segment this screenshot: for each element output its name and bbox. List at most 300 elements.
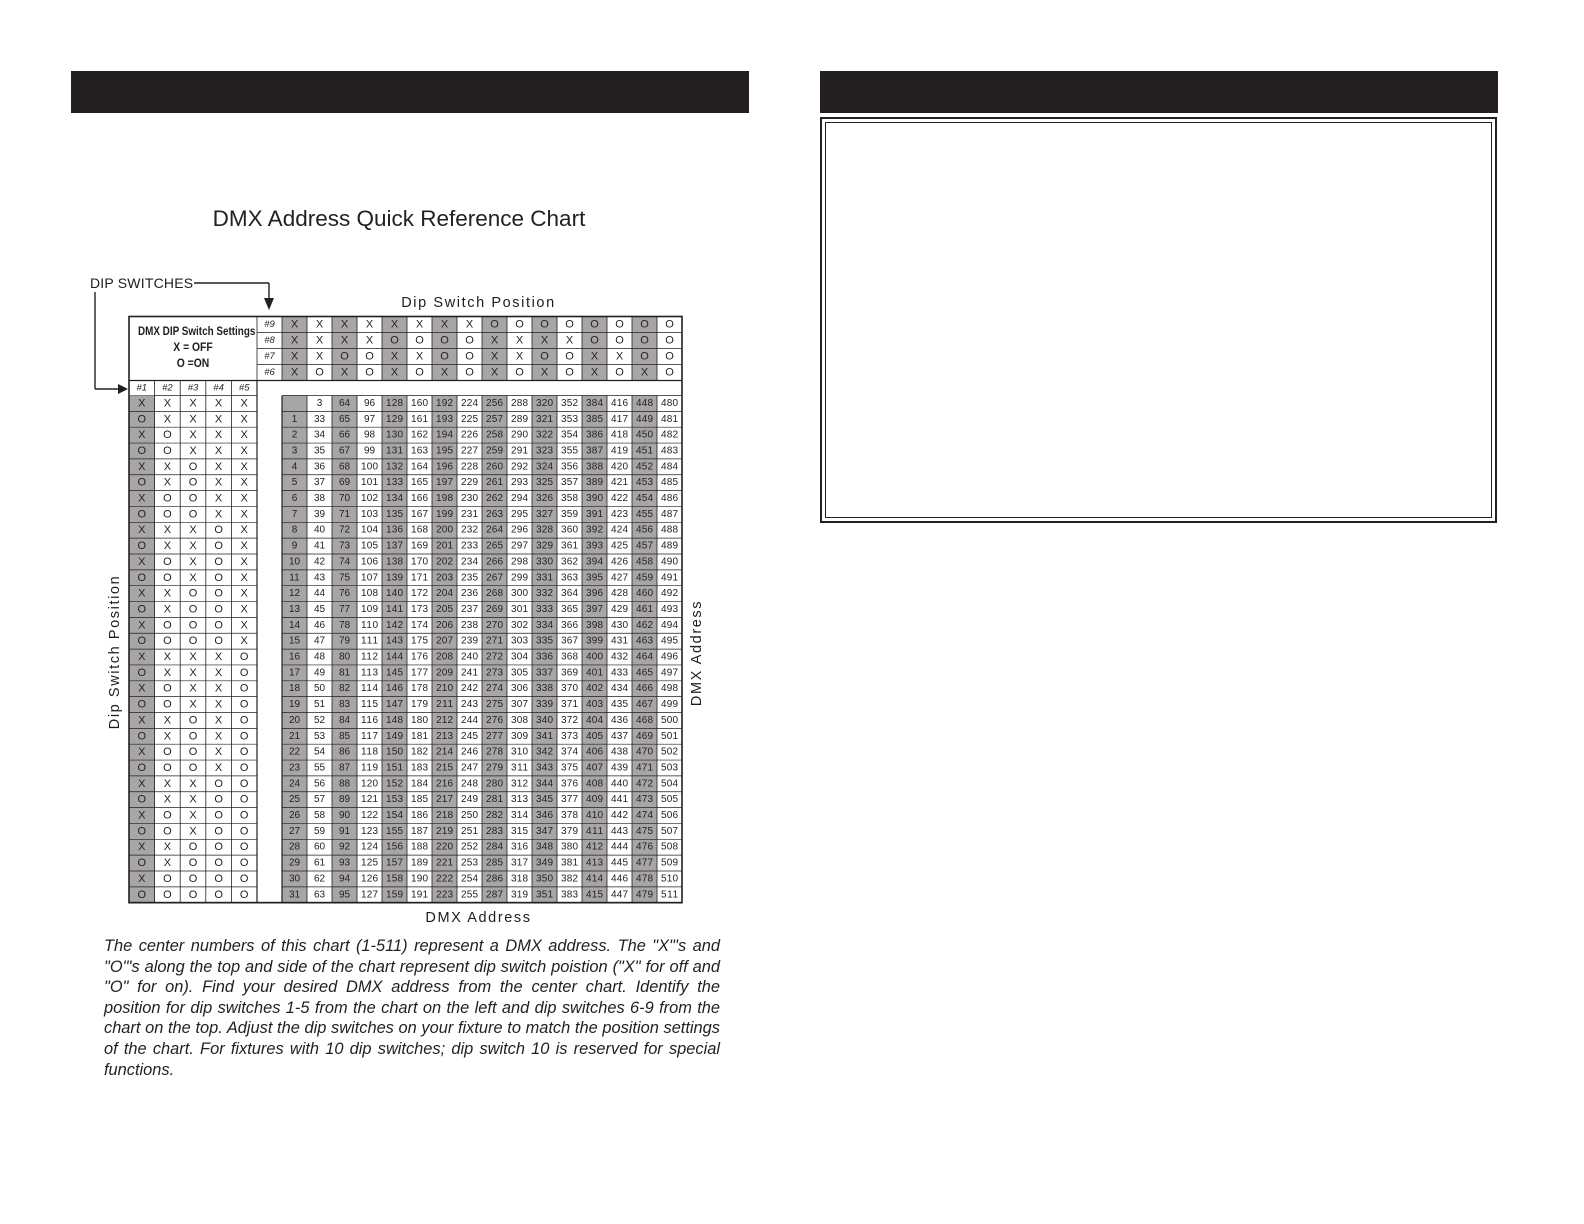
dmx-address-cell: 79 (338, 635, 351, 647)
dmx-address-cell: 152 (386, 778, 403, 790)
top-switch-setting: X (540, 366, 549, 379)
dmx-address-cell: 94 (338, 873, 351, 885)
dmx-address-cell: 317 (511, 857, 528, 869)
dmx-address-cell: 106 (361, 556, 378, 568)
dmx-address-cell: 403 (586, 699, 603, 711)
dmx-address-cell: 456 (636, 524, 653, 536)
dmx-address-cell: 15 (288, 635, 301, 647)
dmx-address-cell: 321 (536, 413, 553, 425)
dmx-address-cell: 451 (636, 445, 653, 457)
left-switch-setting: O (188, 508, 198, 521)
dmx-address-cell: 468 (636, 714, 653, 726)
dmx-address-cell: 18 (288, 683, 301, 695)
dmx-address-cell: 382 (561, 873, 578, 885)
dmx-address-cell: 235 (461, 572, 478, 584)
top-switch-setting: O (365, 366, 374, 379)
left-switch-setting: O (188, 492, 198, 505)
left-switch-setting: O (137, 508, 147, 521)
dmx-address-cell: 22 (288, 746, 301, 758)
dmx-address-cell: 494 (661, 619, 678, 631)
dmx-address-cell: 452 (636, 461, 653, 473)
dmx-address-cell: 52 (313, 714, 326, 726)
dmx-address-cell: 158 (386, 873, 403, 885)
dmx-address-cell: 477 (636, 857, 653, 869)
dmx-address-cell: 44 (313, 588, 326, 600)
dmx-address-cell: 329 (536, 540, 553, 552)
dmx-address-cell: 370 (561, 683, 578, 695)
top-switch-label: #9 (264, 319, 275, 330)
top-axis-label: Dip Switch Position (401, 295, 556, 311)
dmx-address-cell: 62 (313, 873, 326, 885)
top-switch-setting: X (615, 350, 624, 363)
dmx-address-cell: 327 (536, 508, 553, 520)
left-switch-setting: X (163, 540, 172, 553)
top-switch-setting: X (515, 334, 524, 347)
dmx-address-cell: 66 (338, 429, 351, 441)
dmx-address-cell: 471 (636, 762, 653, 774)
left-switch-setting: X (189, 429, 197, 442)
dmx-address-cell: 39 (313, 508, 326, 520)
left-switch-setting: O (188, 476, 198, 489)
dmx-address-cell: 378 (561, 810, 578, 822)
left-switch-setting: X (189, 571, 197, 584)
left-switch-setting: X (189, 793, 197, 806)
dmx-address-cell: 433 (611, 667, 628, 679)
dmx-address-cell: 445 (611, 857, 628, 869)
top-switch-setting: X (590, 366, 599, 379)
dmx-address-cell: 6 (291, 493, 298, 505)
dmx-address-cell: 493 (661, 603, 678, 615)
dmx-address-cell: 137 (386, 540, 403, 552)
left-switch-setting: X (163, 460, 172, 473)
dmx-address-cell: 222 (436, 873, 453, 885)
legend-on: O =ON (176, 358, 210, 370)
dmx-address-cell: 108 (361, 588, 378, 600)
dmx-address-cell: 280 (486, 778, 503, 790)
dmx-address-cell: 328 (536, 524, 553, 536)
dmx-address-cell: 146 (386, 683, 403, 695)
left-switch-setting: O (163, 872, 172, 885)
top-switch-setting: O (665, 366, 674, 379)
dmx-address-cell: 236 (461, 588, 478, 600)
dmx-address-cell: 271 (486, 635, 503, 647)
dmx-address-cell: 69 (338, 477, 351, 489)
dmx-address-cell: 3 (291, 445, 298, 457)
dmx-address-cell: 7 (291, 508, 298, 520)
top-switch-setting: X (315, 350, 324, 363)
dmx-address-cell: 35 (313, 445, 326, 457)
dmx-address-cell: 364 (561, 588, 578, 600)
dmx-address-cell: 13 (288, 603, 301, 615)
dmx-address-cell: 462 (636, 619, 653, 631)
dmx-address-cell: 157 (386, 857, 403, 869)
dmx-address-cell: 64 (338, 397, 351, 409)
dmx-address-cell: 286 (486, 873, 503, 885)
left-switch-setting: X (189, 540, 197, 553)
dmx-address-cell: 369 (561, 667, 578, 679)
dmx-address-cell: 446 (611, 873, 628, 885)
dmx-address-cell: 350 (536, 873, 553, 885)
left-switch-setting: O (239, 809, 249, 822)
dmx-address-cell: 441 (611, 794, 628, 806)
dmx-address-cell: 323 (536, 445, 553, 457)
dmx-address-cell: 275 (486, 699, 503, 711)
dmx-address-cell: 186 (411, 810, 428, 822)
dmx-address-cell: 162 (411, 429, 428, 441)
dmx-address-cell: 442 (611, 810, 628, 822)
dmx-address-cell: 25 (288, 794, 301, 806)
left-switch-setting: O (137, 603, 147, 616)
dmx-address-cell: 238 (461, 619, 478, 631)
dmx-address-cell: 455 (636, 508, 653, 520)
left-switch-setting: X (240, 429, 248, 442)
dmx-address-cell: 496 (661, 651, 678, 663)
dmx-address-cell: 229 (461, 477, 478, 489)
dmx-address-cell: 435 (611, 699, 628, 711)
dmx-address-cell: 47 (313, 635, 326, 647)
dmx-address-cell: 361 (561, 540, 578, 552)
dmx-address-cell: 326 (536, 493, 553, 505)
dmx-address-cell: 405 (586, 730, 603, 742)
dmx-address-cell: 291 (511, 445, 528, 457)
dmx-address-cell: 113 (361, 667, 378, 679)
left-switch-setting: O (137, 413, 147, 426)
dmx-address-cell: 303 (511, 635, 528, 647)
dmx-address-cell: 112 (361, 651, 378, 663)
dmx-address-cell: 96 (363, 397, 376, 409)
dmx-address-cell: 107 (361, 572, 378, 584)
dmx-address-cell: 114 (361, 683, 378, 695)
dmx-address-cell: 163 (411, 445, 428, 457)
dmx-address-cell: 411 (586, 825, 603, 837)
dmx-address-cell: 269 (486, 603, 503, 615)
left-switch-setting: X (163, 841, 172, 854)
dmx-address-cell: 220 (436, 841, 453, 853)
dmx-address-cell: 482 (661, 429, 678, 441)
dmx-address-cell: 109 (361, 603, 378, 615)
dmx-address-cell: 75 (338, 572, 351, 584)
left-switch-setting: X (240, 635, 248, 648)
left-switch-setting: O (137, 825, 147, 838)
dmx-address-cell: 230 (461, 493, 478, 505)
dmx-address-cell: 306 (511, 683, 528, 695)
dmx-address-cell: 131 (386, 445, 403, 457)
dmx-address-cell: 510 (661, 873, 678, 885)
top-switch-setting: X (540, 334, 549, 347)
dmx-address-cell: 126 (361, 873, 378, 885)
dmx-address-cell: 489 (661, 540, 678, 552)
left-switch-setting: X (214, 397, 223, 410)
dmx-address-cell: 304 (511, 651, 528, 663)
left-switch-setting: X (240, 492, 248, 505)
dmx-address-cell: 376 (561, 778, 578, 790)
dmx-address-cell: 450 (636, 429, 653, 441)
dmx-address-cell: 419 (611, 445, 628, 457)
dmx-address-cell: 60 (313, 841, 326, 853)
dmx-address-cell: 390 (586, 493, 603, 505)
left-switch-setting: O (163, 746, 172, 759)
dmx-address-cell: 302 (511, 619, 528, 631)
left-switch-setting: X (240, 524, 248, 537)
dmx-address-cell: 316 (511, 841, 528, 853)
dmx-address-cell: 92 (338, 841, 351, 853)
left-switch-setting: X (214, 730, 223, 743)
dmx-address-cell: 472 (636, 778, 653, 790)
dmx-address-cell: 21 (288, 730, 301, 742)
dmx-address-cell: 185 (411, 794, 428, 806)
dmx-address-cell: 466 (636, 683, 653, 695)
dmx-address-cell: 165 (411, 477, 428, 489)
left-switch-setting: O (214, 825, 223, 838)
top-switch-setting: O (615, 366, 624, 379)
left-switch-setting: X (214, 413, 223, 426)
dmx-address-cell: 219 (436, 825, 453, 837)
left-switch-setting: X (214, 698, 223, 711)
dmx-address-cell: 436 (611, 714, 628, 726)
dmx-address-cell: 45 (313, 603, 326, 615)
dmx-address-cell: 110 (361, 619, 378, 631)
dmx-address-cell: 311 (511, 762, 528, 774)
left-switch-setting: O (137, 730, 147, 743)
left-switch-setting: O (163, 888, 172, 901)
dmx-address-cell: 500 (661, 714, 678, 726)
dmx-address-cell: 49 (313, 667, 326, 679)
left-switch-setting: X (138, 777, 146, 790)
dmx-address-cell: 166 (411, 493, 428, 505)
left-switch-setting: O (163, 809, 172, 822)
dmx-address-cell: 67 (338, 445, 351, 457)
dmx-address-cell: 102 (361, 493, 378, 505)
dmx-address-cell: 480 (661, 397, 678, 409)
dmx-address-cell: 20 (288, 714, 301, 726)
dmx-address-cell: 336 (536, 651, 553, 663)
dmx-address-cell: 203 (436, 572, 453, 584)
dmx-address-cell: 416 (611, 397, 628, 409)
right-axis-label: DMX Address (689, 599, 705, 707)
left-switch-setting: O (188, 730, 198, 743)
dmx-address-cell: 71 (338, 508, 351, 520)
left-switch-setting: X (189, 809, 197, 822)
dmx-address-cell: 483 (661, 445, 678, 457)
dmx-address-cell: 283 (486, 825, 503, 837)
dmx-address-cell: 77 (338, 603, 351, 615)
dip-switch-legend (129, 324, 257, 372)
dmx-address-cell: 223 (436, 889, 453, 901)
left-switch-setting: O (239, 825, 249, 838)
dmx-address-cell: 74 (338, 556, 351, 568)
dmx-address-cell: 111 (361, 635, 378, 647)
dmx-address-cell: 502 (661, 746, 678, 758)
dmx-address-cell: 27 (288, 825, 301, 837)
left-switch-setting: O (137, 793, 147, 806)
dmx-address-cell: 320 (536, 397, 553, 409)
dmx-address-cell: 344 (536, 778, 553, 790)
dmx-address-cell: 19 (288, 699, 301, 711)
left-switch-setting: O (188, 619, 198, 632)
dmx-address-cell: 308 (511, 714, 528, 726)
left-switch-setting: O (163, 698, 172, 711)
left-axis-label: Dip Switch Position (107, 574, 123, 730)
dmx-address-cell: 164 (411, 461, 428, 473)
dmx-address-cell: 38 (313, 493, 326, 505)
dmx-address-cell: 341 (536, 730, 553, 742)
dmx-address-cell: 476 (636, 841, 653, 853)
dmx-address-cell: 136 (386, 524, 403, 536)
dmx-address-cell: 470 (636, 746, 653, 758)
top-switch-setting: O (540, 350, 549, 363)
dmx-address-cell: 23 (288, 762, 301, 774)
dmx-address-cell: 495 (661, 635, 678, 647)
left-switch-setting: X (138, 651, 146, 664)
dmx-address-cell: 290 (511, 429, 528, 441)
top-switch-setting: X (490, 334, 499, 347)
dmx-address-cell: 312 (511, 778, 528, 790)
left-switch-setting: O (137, 571, 147, 584)
left-switch-setting: O (214, 635, 223, 648)
dmx-address-cell: 41 (313, 540, 326, 552)
dmx-address-cell: 256 (486, 397, 503, 409)
dmx-address-cell: 503 (661, 762, 678, 774)
dmx-address-cell: 508 (661, 841, 678, 853)
left-switch-setting: X (240, 587, 248, 600)
dmx-address-cell: 395 (586, 572, 603, 584)
dmx-address-cell: 351 (536, 889, 553, 901)
dmx-address-cell: 299 (511, 572, 528, 584)
dmx-address-cell: 375 (561, 762, 578, 774)
dmx-address-cell: 104 (361, 524, 378, 536)
left-switch-setting: X (163, 714, 172, 727)
dmx-address-cell: 3 (316, 397, 323, 409)
dmx-address-cell: 339 (536, 699, 553, 711)
dmx-address-cell: 314 (511, 810, 528, 822)
dmx-address-cell: 89 (338, 794, 351, 806)
dmx-address-cell: 46 (313, 619, 326, 631)
left-switch-setting: O (188, 841, 198, 854)
dmx-address-cell: 458 (636, 556, 653, 568)
dmx-address-cell: 130 (386, 429, 403, 441)
left-switch-setting: X (214, 746, 223, 759)
left-switch-setting: O (188, 635, 198, 648)
dmx-address-cell: 187 (411, 825, 428, 837)
dmx-address-cell: 127 (361, 889, 378, 901)
dmx-address-cell: 401 (586, 667, 603, 679)
dmx-address-cell: 385 (586, 413, 603, 425)
dmx-address-cell: 97 (363, 413, 376, 425)
dmx-address-cell: 14 (288, 619, 301, 631)
dmx-address-cell: 57 (313, 794, 326, 806)
top-switch-setting: X (490, 366, 499, 379)
top-switch-setting: X (315, 318, 324, 331)
left-switch-label: #5 (238, 382, 250, 394)
dmx-address-cell: 251 (461, 825, 478, 837)
dmx-address-cell: 282 (486, 810, 503, 822)
dmx-address-cell: 386 (586, 429, 603, 441)
dmx-address-cell: 194 (436, 429, 453, 441)
dmx-address-cell: 88 (338, 778, 351, 790)
top-switch-setting: O (315, 366, 324, 379)
dmx-address-cell: 72 (338, 524, 351, 536)
dmx-address-cell: 298 (511, 556, 528, 568)
dmx-address-cell: 125 (361, 857, 378, 869)
dmx-address-cell: 505 (661, 794, 678, 806)
dmx-address-cell: 239 (461, 635, 478, 647)
dmx-address-cell: 324 (536, 461, 553, 473)
dmx-address-cell: 153 (386, 794, 403, 806)
left-switch-setting: X (138, 746, 146, 759)
dmx-address-cell: 300 (511, 588, 528, 600)
top-switch-setting: O (565, 366, 574, 379)
dmx-address-cell: 387 (586, 445, 603, 457)
left-switch-setting: O (214, 555, 223, 568)
left-switch-setting: X (138, 809, 146, 822)
left-switch-setting: O (137, 540, 147, 553)
left-switch-setting: X (138, 524, 146, 537)
dmx-address-cell: 488 (661, 524, 678, 536)
dmx-address-cell: 173 (411, 603, 428, 615)
dmx-address-cell: 333 (536, 603, 553, 615)
left-switch-setting: O (239, 793, 249, 806)
dmx-address-cell: 159 (386, 889, 403, 901)
dmx-address-cell: 443 (611, 825, 628, 837)
dmx-address-cell: 196 (436, 461, 453, 473)
left-switch-setting: O (214, 872, 223, 885)
dmx-address-cell: 199 (436, 508, 453, 520)
dmx-address-cell: 56 (313, 778, 326, 790)
dmx-address-cell: 171 (411, 572, 428, 584)
left-switch-setting: X (189, 524, 197, 537)
dmx-address-cell: 128 (386, 397, 403, 409)
left-switch-setting: O (214, 857, 223, 870)
top-switch-setting: O (365, 350, 374, 363)
dmx-address-cell: 73 (338, 540, 351, 552)
top-switch-setting: O (440, 334, 449, 347)
dmx-address-cell: 212 (436, 714, 453, 726)
top-switch-setting: X (340, 318, 349, 331)
dmx-address-cell: 34 (313, 429, 326, 441)
left-switch-setting: O (137, 444, 147, 457)
dmx-address-cell: 254 (461, 873, 478, 885)
dmx-address-cell: 145 (386, 667, 403, 679)
dmx-address-cell: 423 (611, 508, 628, 520)
top-switch-setting: O (590, 318, 599, 331)
left-switch-setting: O (214, 619, 223, 632)
top-switch-setting: X (415, 318, 424, 331)
top-switch-setting: O (540, 318, 549, 331)
dmx-address-cell: 371 (561, 699, 578, 711)
dmx-address-cell: 425 (611, 540, 628, 552)
dmx-address-cell: 207 (436, 635, 453, 647)
dmx-address-cell: 234 (461, 556, 478, 568)
top-switch-setting: O (515, 366, 524, 379)
dmx-address-cell: 87 (338, 762, 351, 774)
left-switch-setting: X (138, 682, 146, 695)
dmx-address-cell: 42 (313, 556, 326, 568)
dmx-address-cell: 215 (436, 762, 453, 774)
dmx-address-cell: 175 (411, 635, 428, 647)
dmx-address-cell: 301 (511, 603, 528, 615)
dmx-address-cell: 76 (338, 588, 351, 600)
dmx-address-cell: 168 (411, 524, 428, 536)
dmx-address-cell: 447 (611, 889, 628, 901)
dmx-address-cell: 140 (386, 588, 403, 600)
left-switch-setting: O (214, 524, 223, 537)
dmx-address-cell: 322 (536, 429, 553, 441)
dmx-address-cell: 264 (486, 524, 503, 536)
dmx-address-cell: 10 (288, 556, 301, 568)
left-switch-setting: X (189, 825, 197, 838)
left-switch-setting: O (188, 746, 198, 759)
dmx-address-cell: 400 (586, 651, 603, 663)
